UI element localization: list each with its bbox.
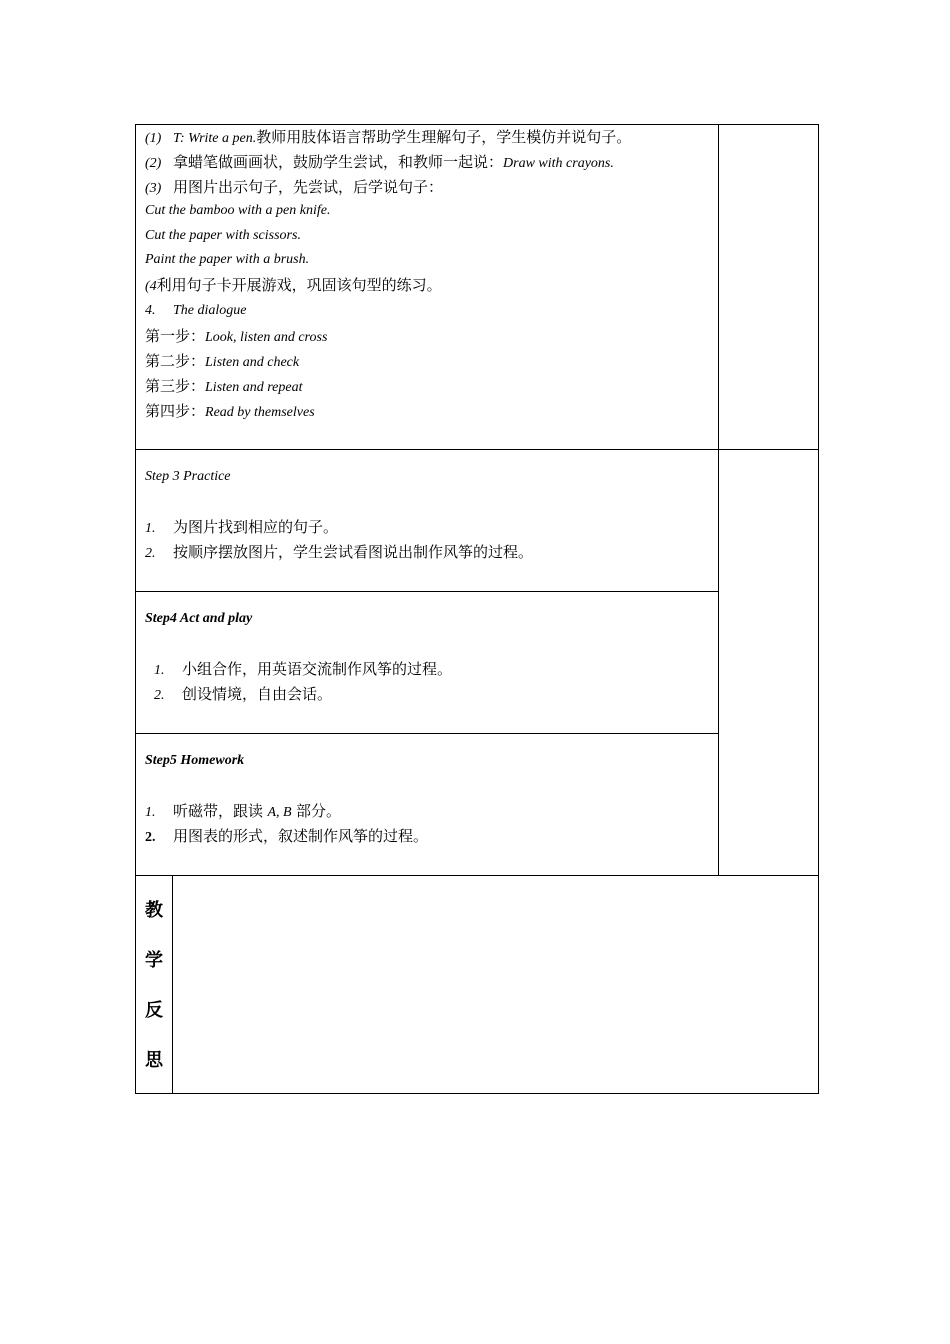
item-text: 部分。: [296, 802, 342, 820]
chinese-text: 用图片出示句子，先尝试，后学说句子：: [173, 178, 444, 196]
chinese-text: 第二步：: [145, 352, 206, 370]
step3-item-2: [145, 543, 533, 563]
block1-line-4: [145, 276, 442, 296]
dialogue-step-1: [145, 327, 327, 347]
dialogue-step-4: [145, 402, 315, 422]
chinese-text: 利用句子卡开展游戏，巩固该句型的练习。: [156, 276, 442, 294]
step5-item-1: [145, 802, 341, 822]
sentence-1: Cut the bamboo with a pen knife.: [145, 203, 331, 218]
item-number: 1.: [145, 521, 156, 536]
chinese-text: 拿蜡笔做画画状，鼓励学生尝试，和教师一起说：: [173, 153, 504, 171]
english-text: Read by themselves: [205, 405, 315, 420]
dialogue-step-2: [145, 352, 299, 372]
step3-item-1: [145, 518, 338, 538]
item-number: 2.: [145, 830, 156, 845]
sentence-2: Cut the paper with scissors.: [145, 228, 301, 243]
dialogue-heading: [145, 301, 247, 320]
line-number: (3): [145, 181, 162, 196]
reflection-char-1: 教: [145, 900, 163, 921]
step3-title: Step 3 Practice: [145, 469, 231, 484]
step4-item-2: [154, 685, 332, 705]
item-text: 按顺序摆放图片，学生尝试看图说出制作风筝的过程。: [173, 543, 534, 561]
line-number: (2): [145, 156, 162, 171]
line-number: 4.: [145, 303, 156, 318]
reflection-char-2: 学: [145, 950, 163, 971]
item-text: 小组合作，用英语交流制作风筝的过程。: [182, 660, 453, 678]
step4-item-1: [154, 660, 452, 680]
step5-item-2: [145, 827, 428, 847]
english-text: The dialogue: [173, 303, 247, 318]
english-text: Draw with crayons.: [503, 156, 614, 171]
item-number: 2.: [145, 546, 156, 561]
block1-line-3: [145, 178, 443, 198]
reflection-char-3: 反: [145, 1000, 163, 1021]
item-number: 1.: [145, 805, 156, 820]
block1-side-cell: [718, 124, 819, 450]
item-text: 用图表的形式，叙述制作风筝的过程。: [173, 827, 429, 845]
reflection-content-cell: [172, 875, 819, 1094]
block1-line-2: [145, 153, 614, 173]
step4-title: Step4 Act and play: [145, 611, 253, 626]
dialogue-step-3: [145, 377, 303, 397]
reflection-char-4: 思: [145, 1050, 163, 1071]
chinese-text: 教师用肢体语言帮助学生理解句子，学生模仿并说句子。: [256, 128, 632, 146]
item-number: 1.: [154, 663, 165, 678]
steps-side-cell: [718, 449, 819, 876]
block1-line-1: [145, 128, 631, 148]
english-text: Listen and check: [205, 355, 300, 370]
english-text: Listen and repeat: [205, 380, 303, 395]
chinese-text: 第一步：: [145, 327, 206, 345]
item-text-en: A, B: [267, 805, 292, 820]
item-text: 听磁带，跟读: [173, 802, 264, 820]
sentence-3: Paint the paper with a brush.: [145, 252, 310, 267]
chinese-text: 第三步：: [145, 377, 206, 395]
english-text: Look, listen and cross: [205, 330, 328, 345]
english-text: T: Write a pen.: [173, 131, 257, 146]
line-number: (1): [145, 131, 162, 146]
line-number: (4: [145, 279, 157, 294]
item-text: 创设情境，自由会话。: [182, 685, 333, 703]
item-number: 2.: [154, 688, 165, 703]
step5-title: Step5 Homework: [145, 753, 245, 768]
item-text: 为图片找到相应的句子。: [173, 518, 339, 536]
chinese-text: 第四步：: [145, 402, 206, 420]
